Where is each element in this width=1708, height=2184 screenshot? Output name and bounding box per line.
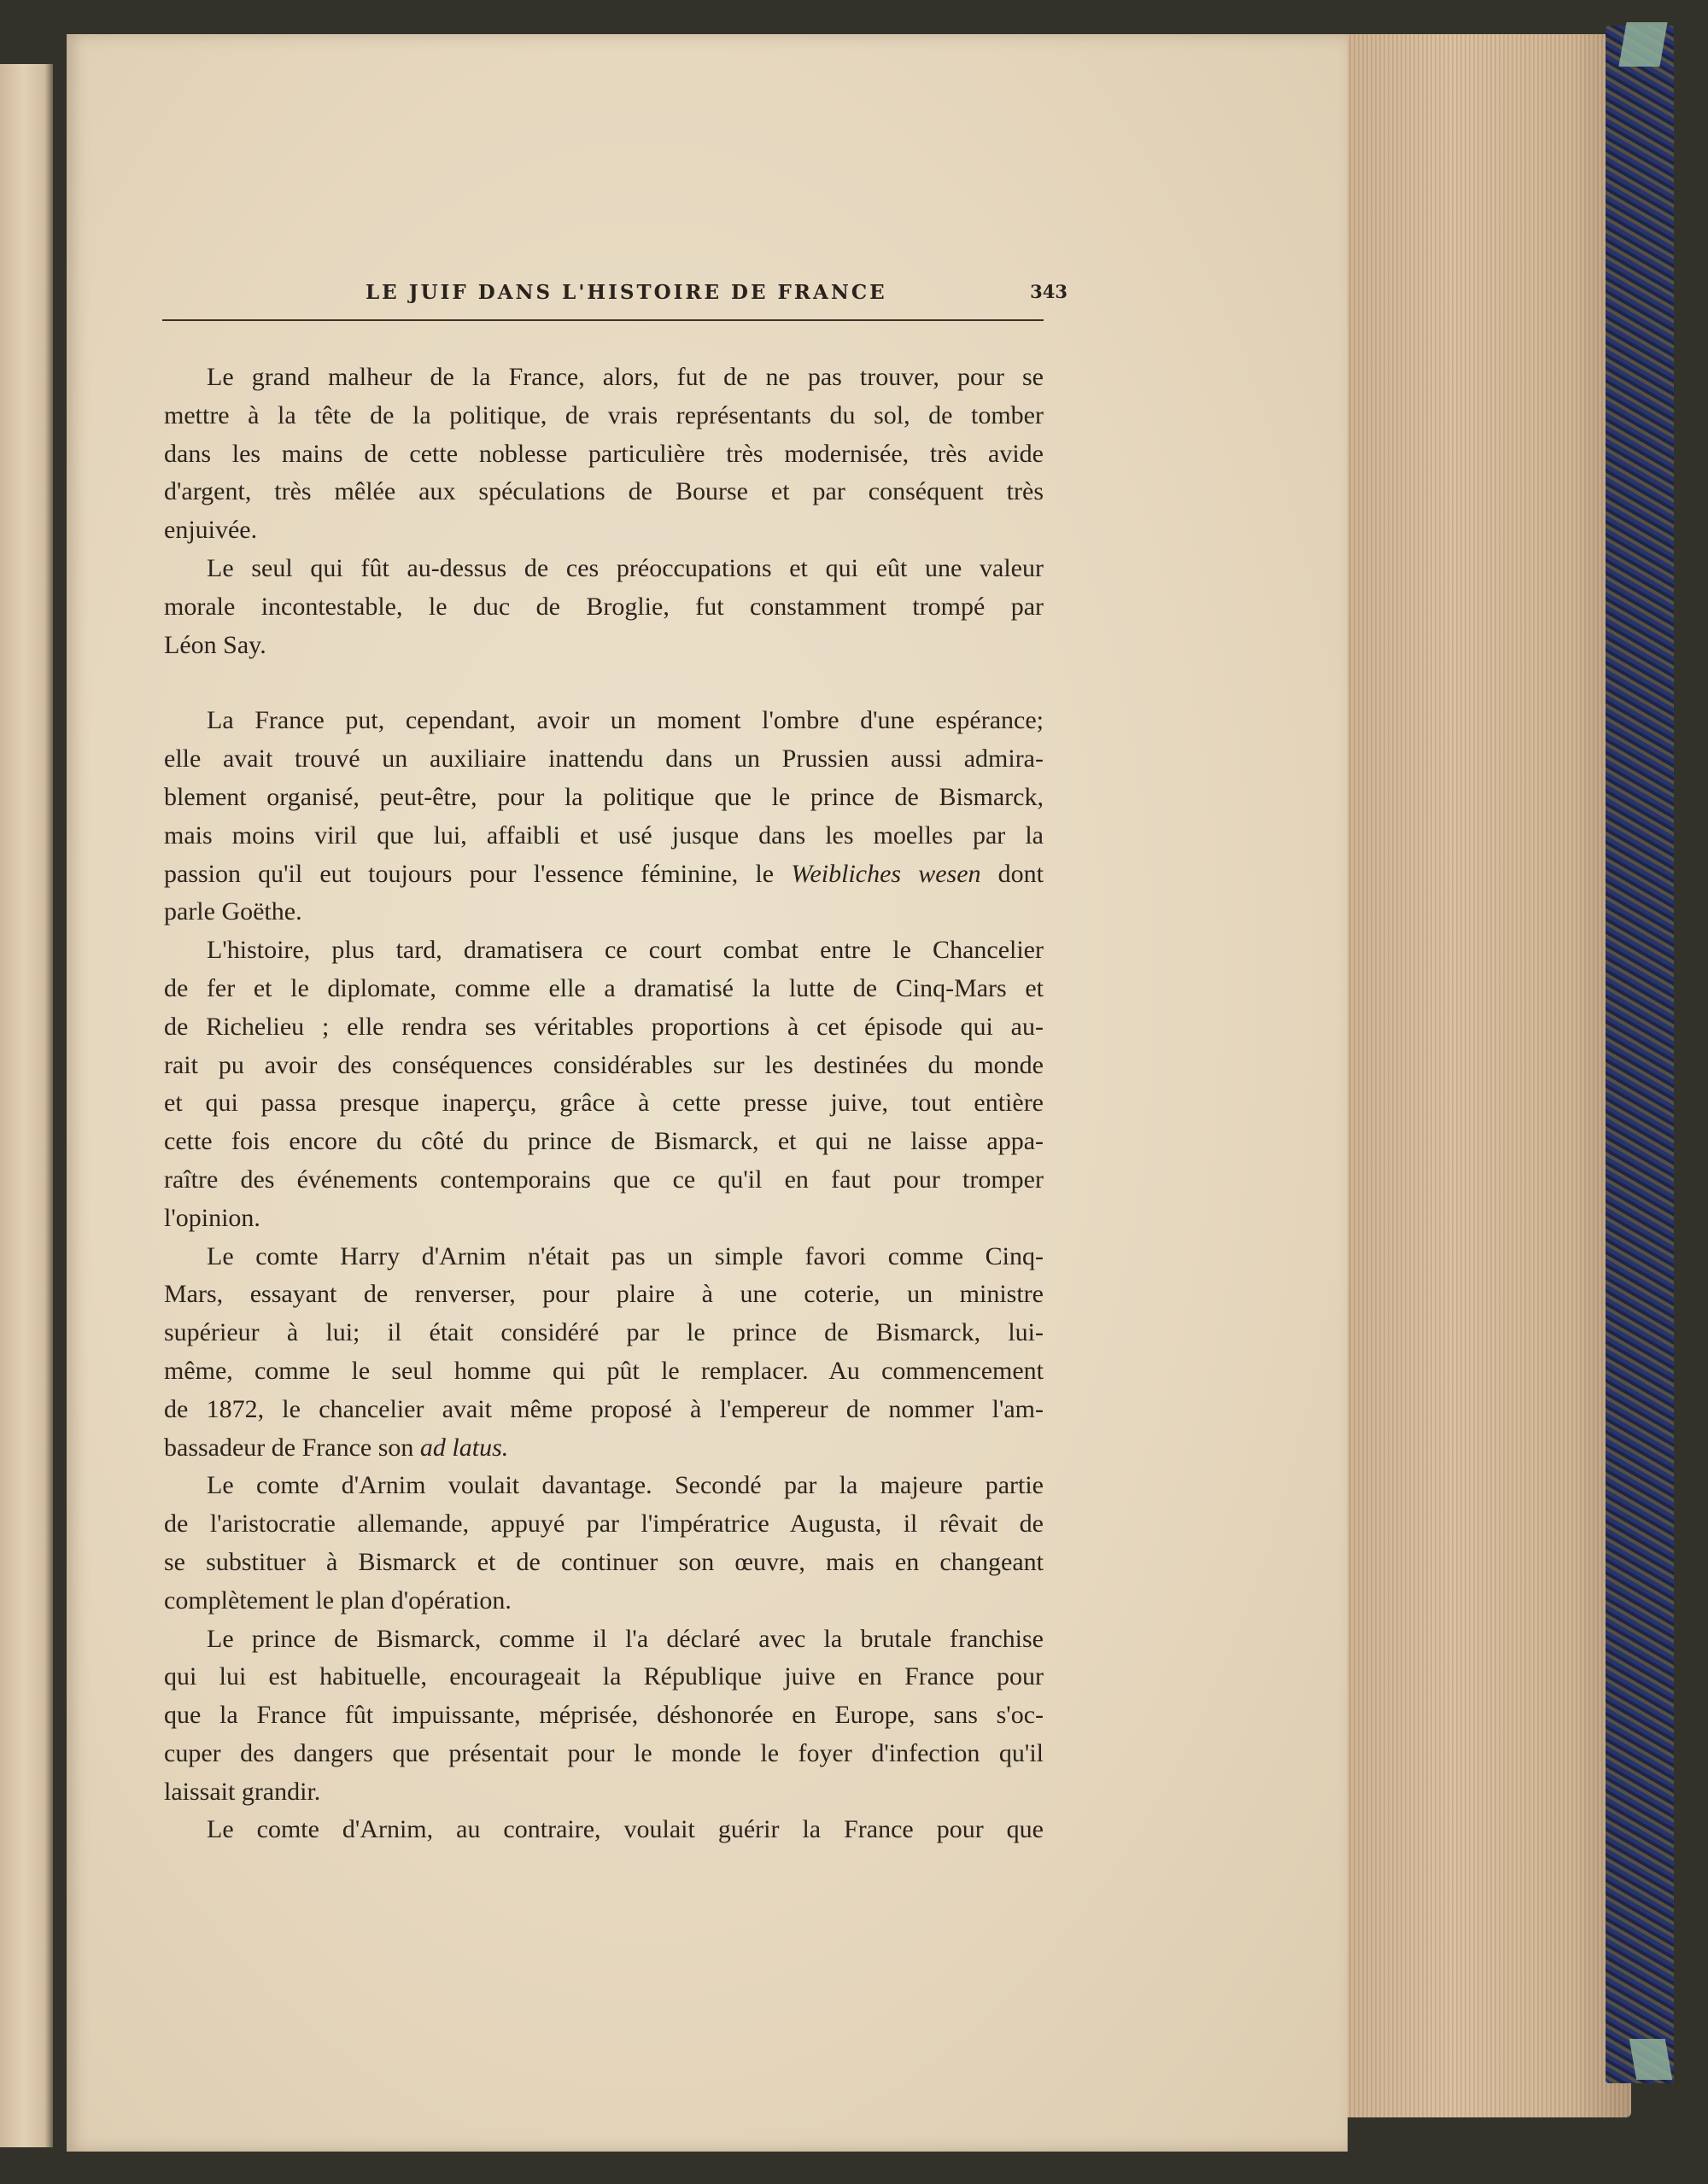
text-line: mais moins viril que lui, affaibli et usé jusque dans les moelles par la — [164, 820, 1044, 850]
marbled-binding — [1606, 26, 1674, 2083]
binding-corner-bottom — [1629, 2039, 1672, 2080]
text-line: rait pu avoir des conséquences considérables sur les destinées du monde — [164, 1050, 1044, 1079]
text-line: de l'aristocratie allemande, appuyé par l'impératrice Augusta, il rêvait de — [164, 1510, 1044, 1539]
section-gap — [164, 664, 1044, 702]
header-rule — [162, 319, 1044, 321]
text-line: elle avait trouvé un auxiliaire inattendu dans un Prussien aussi admira- — [164, 745, 1044, 774]
book-page — [67, 34, 1348, 2152]
binding-corner-top — [1618, 22, 1667, 67]
text-line: mettre à la tête de la politique, de vrais représentants du sol, de tomber — [164, 400, 1044, 429]
paragraph — [164, 931, 1044, 1237]
text-line: parle Goëthe. — [164, 897, 302, 926]
text-line: Le comte d'Arnim, au contraire, voulait guérir la France pour que — [207, 1815, 1044, 1844]
paragraph — [164, 702, 1044, 931]
text-line-mixed — [164, 855, 1044, 894]
text-line: que la France fût impuissante, méprisée, déshonorée en Europe, sans s'oc- — [164, 1701, 1044, 1730]
text-line: laissait grandir. — [164, 1777, 321, 1806]
text-line: Léon Say. — [164, 630, 266, 659]
text-line: morale incontestable, le duc de Broglie, fut constamment trompé par — [164, 592, 1044, 621]
text-line: L'histoire, plus tard, dramatisera ce court combat entre le Chancelier — [207, 936, 1044, 965]
text-line: La France put, cependant, avoir un moment l'ombre d'une espérance; — [207, 706, 1044, 735]
text-line: cette fois encore du côté du prince de Bismarck, et qui ne laisse appa- — [164, 1127, 1044, 1156]
text-line: d'argent, très mêlée aux spéculations de Bourse et par conséquent très — [164, 477, 1044, 506]
previous-page-edge — [0, 64, 53, 2147]
text-line: se substituer à Bismarck et de continuer son œuvre, mais en changeant — [164, 1547, 1044, 1576]
text-line: Le prince de Bismarck, comme il l'a déclaré avec la brutale franchise — [207, 1624, 1044, 1653]
paragraph — [164, 1467, 1044, 1620]
text-line: Le grand malheur de la France, alors, fut de ne pas trouver, pour se — [207, 363, 1044, 391]
text-line: Le seul qui fût au-dessus de ces préoccupations et qui eût une valeur — [207, 553, 1044, 582]
paragraph — [164, 550, 1044, 664]
paragraph — [164, 1620, 1044, 1812]
page-number: 343 — [1030, 281, 1068, 302]
text-line: raître des événements contemporains que ce qu'il en faut pour tromper — [164, 1165, 1044, 1194]
text-segment: passion qu'il eut toujours pour l'essence féminine, le — [164, 859, 775, 888]
text-line: qui lui est habituelle, encourageait la République juive en France pour — [164, 1662, 1044, 1691]
text-line: Mars, essayant de renverser, pour plaire à une coterie, un ministre — [164, 1280, 1044, 1309]
text-line: l'opinion. — [164, 1203, 260, 1232]
text-line: cuper des dangers que présentait pour le monde le foyer d'infection qu'il — [164, 1738, 1044, 1767]
text-line: blement organisé, peut-être, pour la politique que le prince de Bismarck, — [164, 782, 1044, 811]
text-line: de Richelieu ; elle rendra ses véritables proportions à cet épisode qui au- — [164, 1012, 1044, 1041]
paragraph — [164, 1811, 1044, 1849]
text-line-mixed — [164, 1429, 1044, 1468]
text-line: dans les mains de cette noblesse particulière très modernisée, très avide — [164, 439, 1044, 468]
text-line: et qui passa presque inaperçu, grâce à cette presse juive, tout entière — [164, 1089, 1044, 1118]
text-line: même, comme le seul homme qui pût le remplacer. Au commencement — [164, 1356, 1044, 1385]
page-edge-stack — [1332, 34, 1631, 2117]
text-line: complètement le plan d'opération. — [164, 1585, 512, 1615]
text-line: Le comte Harry d'Arnim n'était pas un simple favori comme Cinq- — [207, 1241, 1044, 1270]
text-segment: bassadeur de France son — [164, 1433, 414, 1462]
running-title: LE JUIF DANS L'HISTOIRE DE FRANCE — [366, 281, 887, 304]
text-line: enjuivée. — [164, 516, 258, 545]
text-line: Le comte d'Arnim voulait davantage. Secondé par la majeure partie — [207, 1471, 1044, 1500]
body-text — [164, 359, 1044, 1849]
paragraph — [164, 359, 1044, 550]
italic-term: Weibliches wesen — [791, 859, 981, 888]
paragraph — [164, 1238, 1044, 1468]
text-segment: dont — [997, 859, 1044, 888]
text-line: de 1872, le chancelier avait même proposé à l'empereur de nommer l'am- — [164, 1394, 1044, 1423]
text-line: supérieur à lui; il était considéré par le prince de Bismarck, lui- — [164, 1318, 1044, 1347]
text-line: de fer et le diplomate, comme elle a dramatisé la lutte de Cinq-Mars et — [164, 973, 1044, 1002]
italic-term: ad latus. — [419, 1433, 509, 1462]
